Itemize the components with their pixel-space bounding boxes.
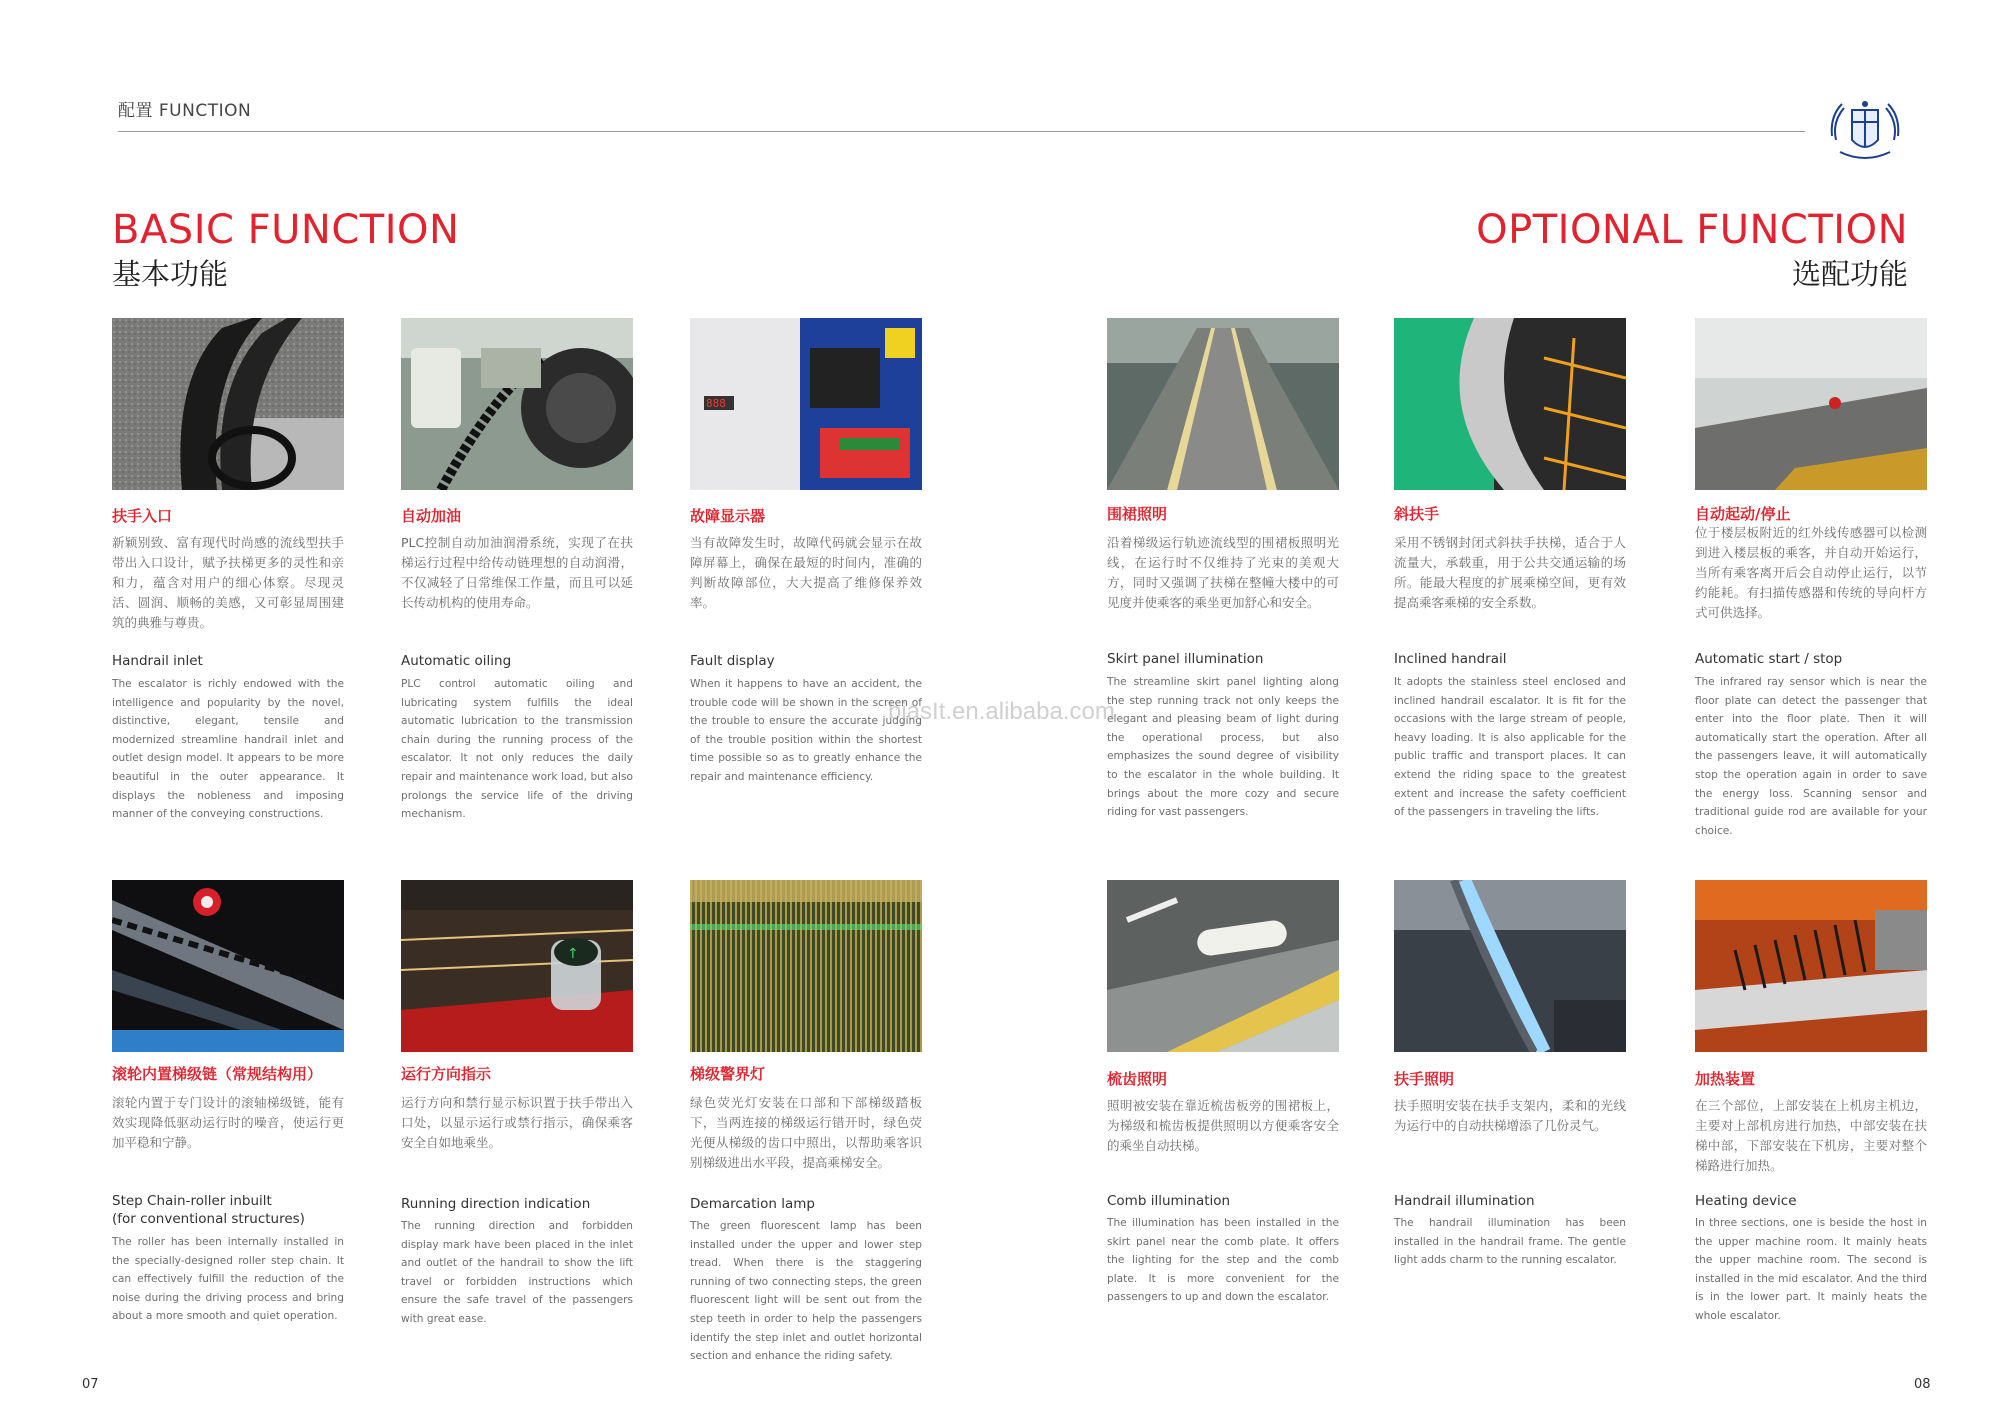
svg-text:888: 888 <box>706 397 726 410</box>
card-en-title: Comb illumination <box>1107 1193 1231 1209</box>
handrail-inlet-photo <box>112 318 344 490</box>
card-en-title: Demarcation lamp <box>690 1196 815 1212</box>
comb-illumination-photo <box>1107 880 1339 1052</box>
card-en-body: The streamline skirt panel lighting along the step running track not only keeps the elegant and pleasing beam of light during the operational process, but also emphasizes the sound degree of visibility to the escalator in the whole building. It brings about the more cozy and secure riding for vast passengers. <box>1107 676 1339 819</box>
watermark: bjasIt.en.alibaba.com <box>888 698 1115 725</box>
card-cn-title: 滚轮内置梯级链（常规结构用） <box>112 1065 323 1083</box>
card-en-body: The infrared ray sensor which is near the floor plate can detect the passenger that enter into the floor plate. Then it will automatically start the operation. After all the passengers leave, it will automatically stop the operation again in order to save the energy loss. Scanning sensor and traditional guide rod are available for your choice. <box>1695 676 1927 837</box>
card-en-body: The illumination has been installed in the skirt panel near the comb plate. It offers the lighting for the step and the comb plate. It is more convenient for the passengers to up and down the escalator. <box>1107 1217 1339 1304</box>
card-cn-title: 扶手照明 <box>1394 1070 1455 1088</box>
card-en-title: Fault display <box>690 653 775 669</box>
card-en-body: When it happens to have an accident, the trouble code will be shown in the screen of the trouble to ensure the accurate judging of the trouble position within the shortest time possible so as to greatly enhance the repair and maintenance efficiency. <box>690 678 922 783</box>
automatic-start-stop-photo <box>1695 318 1927 490</box>
card-cn-title: 梯级警界灯 <box>690 1065 766 1083</box>
card-cn-body: 当有故障发生时，故障代码就会显示在故障屏幕上，确保在最短的时间内，准确的判断故障部位，大大提高了维修保养效率。 <box>690 535 922 610</box>
card-cn-body: 在三个部位，上部安装在上机房主机边，主要对上部机房进行加热，中部安装在扶梯中部，下部安装在下机房，主要对整个梯路进行加热。 <box>1695 1098 1927 1173</box>
skirt-panel-illumination-photo <box>1107 318 1339 490</box>
card-en-title: Skirt panel illumination <box>1107 651 1264 667</box>
card-en-body: The handrail illumination has been installed in the handrail frame. The gentle light adds charm to the running escalator. <box>1394 1217 1626 1267</box>
card-cn-body: 新颖别致、富有现代时尚感的流线型扶手带出入口设计，赋予扶梯更多的灵性和亲和力，蕴含对用户的细心体察。尽现灵活、圆润、顺畅的美感，又可彰显周围建筑的典雅与尊贵。 <box>112 535 344 630</box>
card-cn-title: 梳齿照明 <box>1107 1070 1168 1088</box>
card-cn-body: PLC控制自动加油润滑系统，实现了在扶梯运行过程中给传动链理想的自动润滑，不仅减轻了日常维保工作量，而且可以延长传动机构的使用寿命。 <box>401 535 633 610</box>
optional-function-title-cn: 选配功能 <box>1791 257 1908 291</box>
card-en-title: Running direction indication <box>401 1196 591 1212</box>
card-cn-body: 照明被安装在靠近梳齿板旁的围裙板上，为梯级和梳齿板提供照明以方便乘客安全的乘坐自动扶梯。 <box>1107 1098 1339 1153</box>
card-en-title: Handrail inlet <box>112 653 203 669</box>
demarcation-lamp-photo <box>690 880 922 1052</box>
card-cn-title: 扶手入口 <box>112 507 173 525</box>
automatic-oiling-photo <box>401 318 633 490</box>
heating-device-photo <box>1695 880 1927 1052</box>
card-cn-title: 自动加油 <box>401 507 462 525</box>
card-cn-body: 沿着梯级运行轨迹流线型的围裙板照明光线，在运行时不仅维持了光束的美观大方，同时又强调了扶梯在整幢大楼中的可见度并使乘客的乘坐更加舒心和安全。 <box>1107 535 1339 610</box>
card-cn-title: 运行方向指示 <box>401 1065 492 1083</box>
card-cn-body: 位于楼层板附近的红外线传感器可以检测到进入楼层板的乘客，并自动开始运行，当所有乘客离开后会自动停止运行，以节约能耗。有扫描传感器和传统的导向杆方式可供选择。 <box>1695 525 1927 620</box>
card-cn-body: 滚轮内置于专门设计的滚轴梯级链，能有效实现降低驱动运行时的噪音，使运行更加平稳和宁静。 <box>112 1095 344 1150</box>
card-en-body: The green fluorescent lamp has been installed under the upper and lower step tread. When there is the staggering running of two connecting steps, the green fluorescent light will be sent out from the step teeth in order to help the passengers identify the step inlet and outlet horizontal section and enhance the riding safety. <box>690 1220 922 1363</box>
step-chain-roller-photo <box>112 880 344 1052</box>
section-header: 配置 FUNCTION <box>118 101 252 121</box>
card-en-body: PLC control automatic oiling and lubricating system fulfills the ideal automatic lubrication to the transmission chain during the running process of the escalator. It not only reduces the daily repair and maintenance work load, but also prolongs the service life of the driving mechanism. <box>401 678 633 821</box>
card-en-title: Inclined handrail <box>1394 651 1507 667</box>
page-number-left: 07 <box>82 1377 99 1392</box>
card-cn-body: 扶手照明安装在扶手支架内，柔和的光线为运行中的自动扶梯增添了几份灵气。 <box>1394 1098 1626 1133</box>
running-direction-indication-photo <box>401 880 633 1052</box>
optional-function-title: OPTIONAL FUNCTION <box>1476 207 1908 253</box>
basic-function-title: BASIC FUNCTION <box>112 207 460 253</box>
card-cn-title: 故障显示器 <box>690 507 766 525</box>
fault-display-photo <box>690 318 922 490</box>
card-en-body: In three sections, one is beside the host in the upper machine room. It mainly heats the upper machine room. The second is installed in the mid escalator. And the third is in the lower part. It mainly heats the whole escalator. <box>1695 1217 1927 1322</box>
card-en-title: Step Chain-roller inbuilt (for conventional structures) <box>112 1193 305 1227</box>
card-cn-body: 运行方向和禁行显示标识置于扶手带出入口处，以显示运行或禁行指示，确保乘客安全自如地乘坐。 <box>401 1095 633 1150</box>
card-cn-title: 围裙照明 <box>1107 505 1168 523</box>
card-cn-title: 自动起动/停止 <box>1695 505 1791 523</box>
card-en-title: Automatic oiling <box>401 653 512 669</box>
card-en-title: Automatic start / stop <box>1695 651 1843 667</box>
svg-text:↑: ↑ <box>567 946 579 962</box>
card-cn-title: 加热装置 <box>1695 1070 1756 1088</box>
card-en-body: It adopts the stainless steel enclosed and inclined handrail escalator. It is fit for the occasions with the large stream of people, heavy loading. It is also applicable for the public traffic and transport places. It can extend the riding space to the greatest extent and increase the safety coefficient of the passengers in traveling the lifts. <box>1394 676 1626 819</box>
card-en-body: The running direction and forbidden display mark have been placed in the inlet and outlet of the handrail to show the lift travel or forbidden instructions which ensure the safe travel of the passengers with great ease. <box>401 1220 633 1325</box>
basic-function-title-cn: 基本功能 <box>112 257 229 291</box>
card-en-title: Handrail illumination <box>1394 1193 1535 1209</box>
header-divider <box>118 131 1805 132</box>
company-logo <box>1822 96 1908 166</box>
card-en-body: The roller has been internally installed in the specially-designed roller step chain. It can effectively fulfill the reduction of the noise during the driving process and bring about a more smooth and quiet operation. <box>112 1236 344 1323</box>
card-cn-body: 采用不锈钢封闭式斜扶手扶梯，适合于人流量大，承载重，用于公共交通运输的场所。能最大程度的扩展乘梯空间，更有效提高乘客乘梯的安全系数。 <box>1394 535 1626 610</box>
card-cn-title: 斜扶手 <box>1394 505 1440 523</box>
handrail-illumination-photo <box>1394 880 1626 1052</box>
card-en-body: The escalator is richly endowed with the intelligence and popularity by the novel, distinctive, elegant, tensile and modernized streamline handrail inlet and outlet design model. It appears to be more beautiful in the outer appearance. It displays the nobleness and imposing manner of the conveying constructions. <box>112 678 344 821</box>
card-en-title: Heating device <box>1695 1193 1797 1209</box>
card-cn-body: 绿色荧光灯安装在口部和下部梯级踏板下，当两连接的梯级运行错开时，绿色荧光便从梯级的齿口中照出，以帮助乘客识别梯级进出水平段，提高乘梯安全。 <box>690 1095 922 1170</box>
page-number-right: 08 <box>1914 1377 1931 1392</box>
inclined-handrail-photo <box>1394 318 1626 490</box>
